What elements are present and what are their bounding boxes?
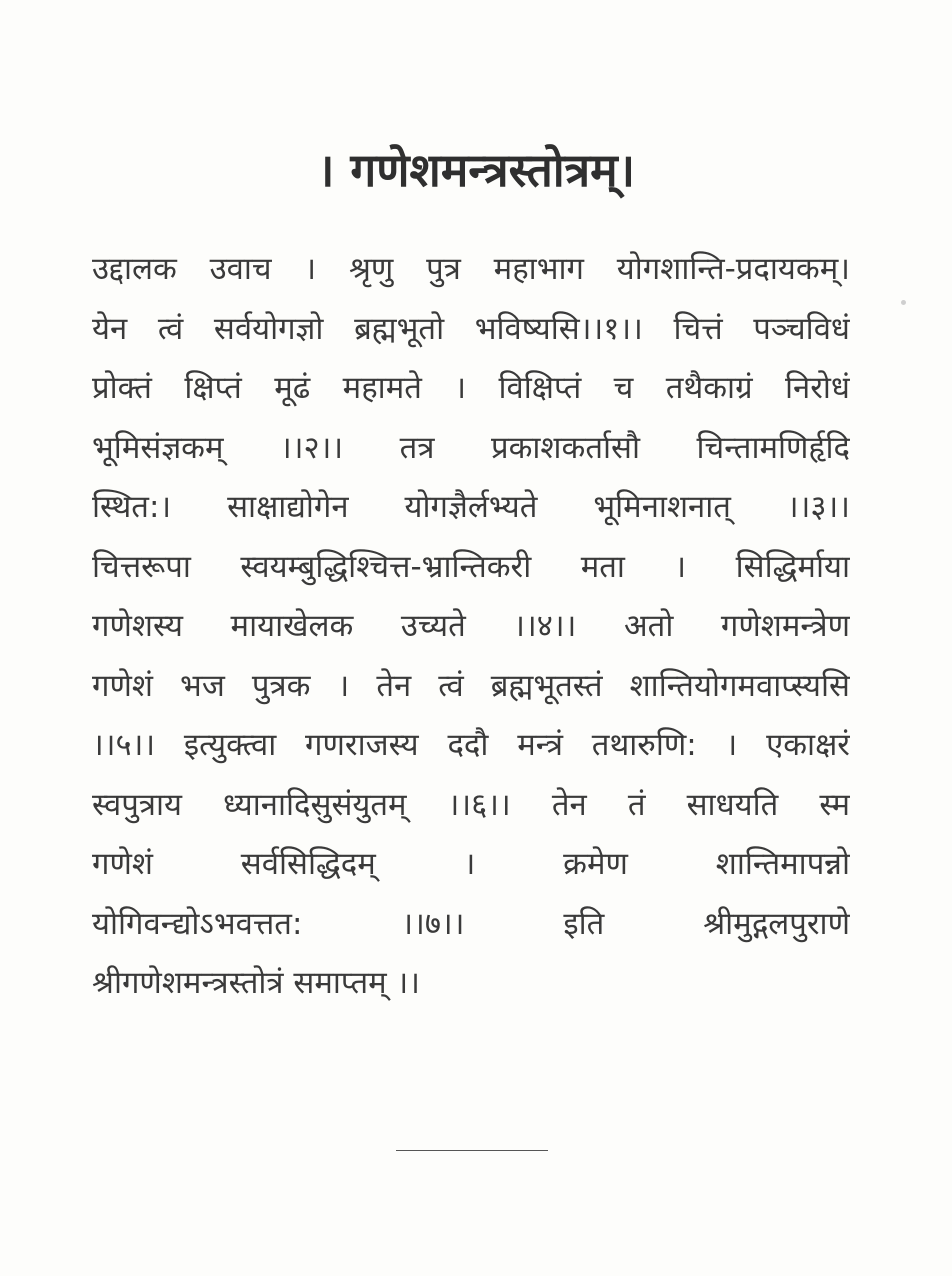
text-line: प्रोक्तं क्षिप्तं मूढं महामते । विक्षिप्तं च तथैकाग्रं निरोधं: [92, 370, 850, 406]
paper-speck: [901, 300, 906, 305]
text-line: गणेशं भज पुत्रक । तेन त्वं ब्रह्मभूतस्तं शान्तियोगमवाप्स्यसि: [92, 667, 850, 704]
document-title: । गणेशमन्त्रस्तोत्रम्।: [316, 143, 636, 197]
text-line: ।।५।। इत्युक्त्वा गणराजस्य ददौ मन्त्रं तथारुणि: । एकाक्षरं: [92, 727, 850, 763]
text-line: येन त्वं सर्वयोगज्ञो ब्रह्मभूतो भविष्यसि।।१।। चित्तं पञ्चविधं: [92, 310, 850, 347]
text-line-last: श्रीगणेशमन्त्रस्तोत्रं समाप्तम् ।।: [92, 965, 421, 1001]
text-line: चित्तरूपा स्वयम्बुद्धिश्चित्त-भ्रान्तिकरी मता । सिद्धिर्माया: [92, 548, 850, 585]
text-line: उद्दालक उवाच । श्रृणु पुत्र महाभाग योगशान्ति-प्रदायकम्।: [92, 251, 850, 287]
text-line: गणेशं सर्वसिद्धिदम् । क्रमेण शान्तिमापन्नो: [92, 846, 850, 882]
text-line: गणेशस्य मायाखेलक उच्यते ।।४।। अतो गणेशमन्त्रेण: [92, 608, 850, 644]
text-line: स्वपुत्राय ध्यानादिसुसंयुतम् ।।६।। तेन तं साधयति स्म: [92, 786, 850, 823]
text-line: स्थित:। साक्षाद्योगेन योगज्ञैर्लभ्यते भूमिनाशनात् ।।३।।: [92, 489, 850, 525]
text-line: भूमिसंज्ञकम् ।।२।। तत्र प्रकाशकर्तासौ चिन्तामणिर्हृदि: [92, 429, 850, 466]
document-body: [92, 240, 850, 1014]
text-line: योगिवन्द्योऽभवत्तत: ।।७।। इति श्रीमुद्गलपुराणे: [92, 905, 850, 942]
closing-divider: [396, 1150, 548, 1151]
